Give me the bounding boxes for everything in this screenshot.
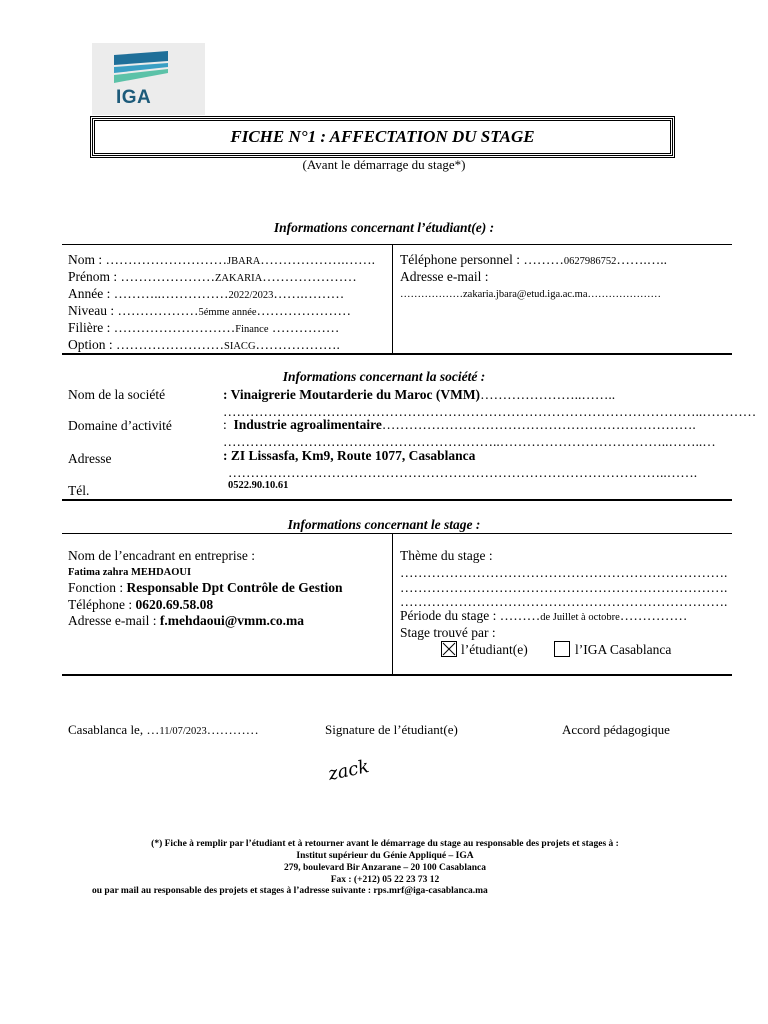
footer-line-1: (*) Fiche à remplir par l’étudiant et à retourner avant le démarrage du stage au responsable des projets et stages à : bbox=[151, 839, 619, 849]
student-signature-label: Signature de l’étudiant(e) bbox=[325, 722, 458, 737]
student-annee-value: 2022/2023 bbox=[228, 290, 274, 301]
encadrant-email: Adresse e-mail : f.mehdaoui@vmm.co.ma bbox=[68, 613, 305, 628]
student-filiere: Filière : ………………………Finance …………… bbox=[68, 320, 340, 335]
divider bbox=[62, 499, 732, 501]
iga-logo bbox=[92, 43, 205, 115]
vertical-divider bbox=[392, 533, 393, 674]
company-address-value: : ZI Lissasfa, Km9, Route 1077, Casablanca bbox=[223, 448, 476, 463]
footer-line-4: Fax : (+212) 05 22 23 73 12 bbox=[330, 875, 440, 885]
footer-line-2: Institut supérieur du Génie Appliqué – IGA bbox=[296, 851, 474, 861]
encadrant-email-value: f.mehdaoui@vmm.co.ma bbox=[159, 613, 305, 628]
logo-text: IGA bbox=[116, 87, 152, 108]
vertical-divider bbox=[392, 244, 393, 353]
student-annee: Année : ………..……………2022/2023…….……… bbox=[68, 286, 345, 301]
divider bbox=[62, 244, 732, 245]
company-address-dots: ……………………………………………………………………………………..……. bbox=[228, 465, 698, 480]
divider bbox=[62, 674, 732, 676]
option-iga-label: l’IGA Casablanca bbox=[575, 642, 672, 657]
student-niveau-value: 5émme année bbox=[198, 307, 257, 318]
divider bbox=[62, 353, 732, 355]
stage-section-heading: Informations concernant le stage : bbox=[287, 517, 481, 532]
company-domain: : Industrie agroalimentaire……………………………………………………………. bbox=[223, 417, 696, 432]
company-domain-label: Domaine d’activité bbox=[68, 418, 172, 433]
page-subtitle: (Avant le démarrage du stage*) bbox=[302, 157, 466, 172]
student-section-heading: Informations concernant l’étudiant(e) : bbox=[273, 220, 495, 235]
theme-dots-2: ………………………………………………………………. bbox=[400, 580, 728, 595]
encadrant-label: Nom de l’encadrant en entreprise : bbox=[68, 548, 256, 563]
company-name-dots: ……………………………………………………………………………………………..………… bbox=[223, 404, 757, 419]
checkbox-iga[interactable] bbox=[554, 641, 570, 657]
encadrant-fonction-value: Responsable Dpt Contrôle de Gestion bbox=[126, 580, 343, 595]
company-tel-label: Tél. bbox=[68, 483, 90, 498]
encadrant-telephone-value: 0620.69.58.08 bbox=[135, 597, 214, 612]
student-telephone-value: 0627986752 bbox=[563, 256, 617, 267]
footer-line-5: ou par mail au responsable des projets et stages à l’adresse suivante : rps.mrf@iga-casablanca.ma bbox=[92, 886, 488, 896]
theme-dots-1: ………………………………………………………………. bbox=[400, 565, 728, 580]
title-box bbox=[92, 118, 673, 156]
stage-periode-value: de Juillet à octobre bbox=[540, 612, 620, 623]
company-name-label: Nom de la société bbox=[68, 387, 166, 402]
date-value: 11/07/2023 bbox=[159, 726, 207, 737]
student-email: ………………zakaria.jbara@etud.iga.ac.ma………………… bbox=[400, 289, 662, 300]
company-name: : Vinaigrerie Moutarderie du Maroc (VMM)…………………..…….. bbox=[223, 387, 616, 402]
company-address-label: Adresse bbox=[68, 451, 112, 466]
student-nom: Nom : ………………………JBARA……………….……. bbox=[68, 252, 376, 267]
encadrant-value: Fatima zahra MEHDAOUI bbox=[68, 567, 192, 578]
student-option-value: SIACG bbox=[224, 341, 256, 352]
company-domain-value: Industrie agroalimentaire bbox=[233, 417, 382, 432]
student-telephone: Téléphone personnel : ………0627986752…….….. bbox=[400, 252, 667, 267]
theme-label: Thème du stage : bbox=[400, 548, 493, 563]
divider bbox=[62, 533, 732, 534]
student-nom-value: JBARA bbox=[227, 256, 261, 267]
student-signature: zack bbox=[326, 755, 371, 786]
accord-pedagogique-label: Accord pédagogique bbox=[562, 722, 670, 737]
encadrant-fonction: Fonction : Responsable Dpt Contrôle de Gestion bbox=[68, 580, 343, 595]
checkbox-student[interactable] bbox=[441, 641, 457, 657]
student-prenom: Prénom : …………………ZAKARIA………………… bbox=[68, 269, 357, 284]
option-student-label: l’étudiant(e) bbox=[461, 642, 528, 657]
student-email-label: Adresse e-mail : bbox=[400, 269, 489, 284]
company-domain-dots: ……………………………………………………..………………………………..……..… bbox=[223, 434, 716, 449]
x-mark-icon bbox=[442, 642, 456, 656]
theme-dots-3: ………………………………………………………………. bbox=[400, 594, 728, 609]
encadrant-telephone: Téléphone : 0620.69.58.08 bbox=[68, 597, 214, 612]
student-niveau: Niveau : ………………5émme année………………… bbox=[68, 303, 352, 318]
student-filiere-value: Finance bbox=[235, 324, 269, 335]
student-prenom-value: ZAKARIA bbox=[215, 273, 263, 284]
company-tel-value: 0522.90.10.61 bbox=[228, 480, 289, 491]
footer-line-3: 279, boulevard Bir Anzarane – 20 100 Casablanca bbox=[284, 863, 486, 873]
company-section-heading: Informations concernant la société : bbox=[282, 369, 486, 384]
student-option: Option : ……………………SIACG………………. bbox=[68, 337, 340, 352]
company-name-value: : Vinaigrerie Moutarderie du Maroc (VMM) bbox=[223, 387, 481, 402]
stage-periode: Période du stage : ………de Juillet à octobre…………… bbox=[400, 608, 688, 623]
student-email-value: zakaria.jbara@etud.iga.ac.ma bbox=[463, 289, 588, 300]
page-title: FICHE N°1 : AFFECTATION DU STAGE bbox=[230, 127, 535, 146]
stage-trouve-label: Stage trouvé par : bbox=[400, 625, 496, 640]
logo-flag-icon bbox=[106, 51, 176, 91]
place-date: Casablanca le, …11/07/2023………… bbox=[68, 722, 259, 737]
